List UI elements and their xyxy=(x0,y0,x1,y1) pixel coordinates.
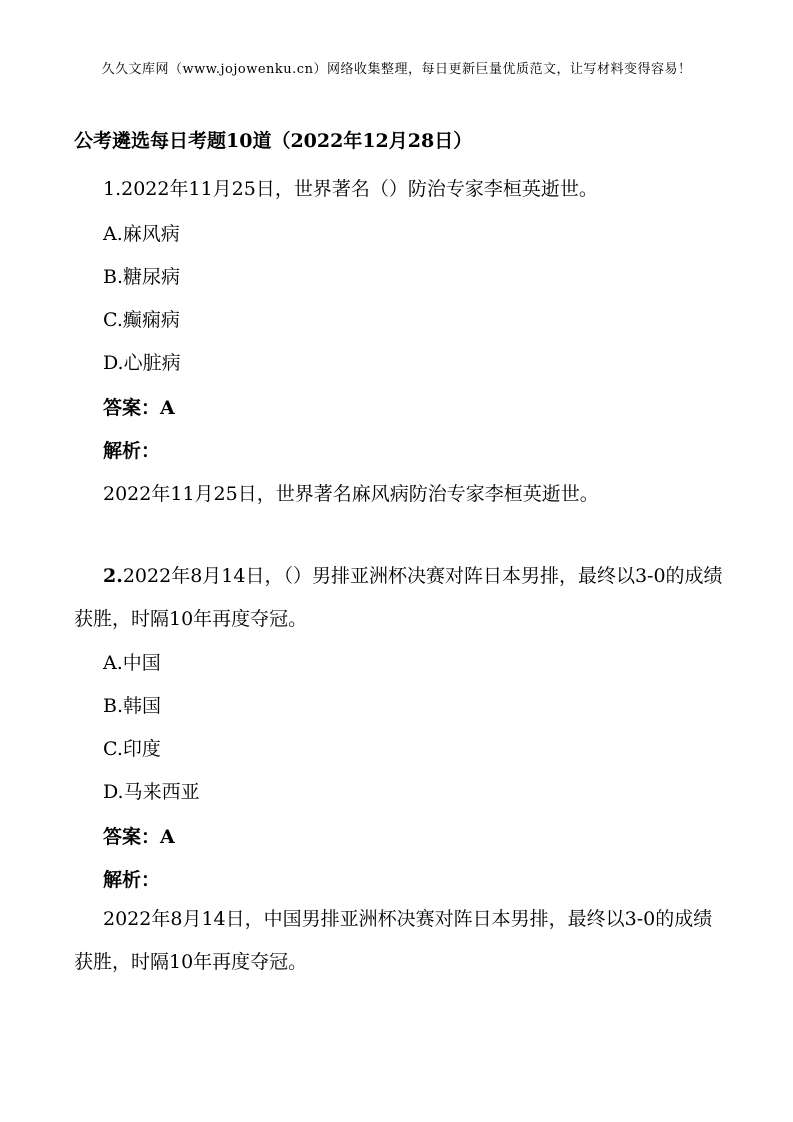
question-1-stem: 1.2022年11月25日，世界著名（）防治专家李桓英逝世。 xyxy=(103,178,598,200)
question-2-stem-text: 2022年8月14日，（）男排亚洲杯决赛对阵日本男排，最终以3-0的成绩获胜，时隔10年再度夺冠。 xyxy=(74,565,723,630)
question-1-option-d: D.心脏病 xyxy=(103,352,181,374)
question-2-analysis-label: 解析： xyxy=(103,869,161,891)
question-1-option-b: B.糖尿病 xyxy=(103,266,181,288)
question-2-answer: 答案：A xyxy=(103,826,175,848)
question-1-option-a: A.麻风病 xyxy=(103,223,180,245)
site-header: 久久文库网（www.jojowenku.cn）网络收集整理，每日更新巨量优质范文，让写材料变得容易！ xyxy=(101,62,692,77)
question-1-analysis-label: 解析： xyxy=(103,440,161,462)
question-1-answer: 答案：A xyxy=(103,397,175,419)
question-2-analysis: 2022年8月14日，中国男排亚洲杯决赛对阵日本男排，最终以3-0的成绩获胜，时隔10年再度夺冠。 xyxy=(74,908,713,973)
question-2-number: 2. xyxy=(103,565,123,587)
question-2-option-b: B.韩国 xyxy=(103,695,162,717)
question-2-stem xyxy=(74,555,724,641)
question-2-option-c: C.印度 xyxy=(103,738,161,760)
question-2-option-d: D.马来西亚 xyxy=(103,781,200,803)
question-1-option-c: C.癫痫病 xyxy=(103,309,180,331)
question-1-analysis: 2022年11月25日，世界著名麻风病防治专家李桓英逝世。 xyxy=(103,483,599,505)
question-2-option-a: A.中国 xyxy=(103,652,161,674)
page-title: 公考遴选每日考题10道（2022年12月28日） xyxy=(74,130,473,152)
